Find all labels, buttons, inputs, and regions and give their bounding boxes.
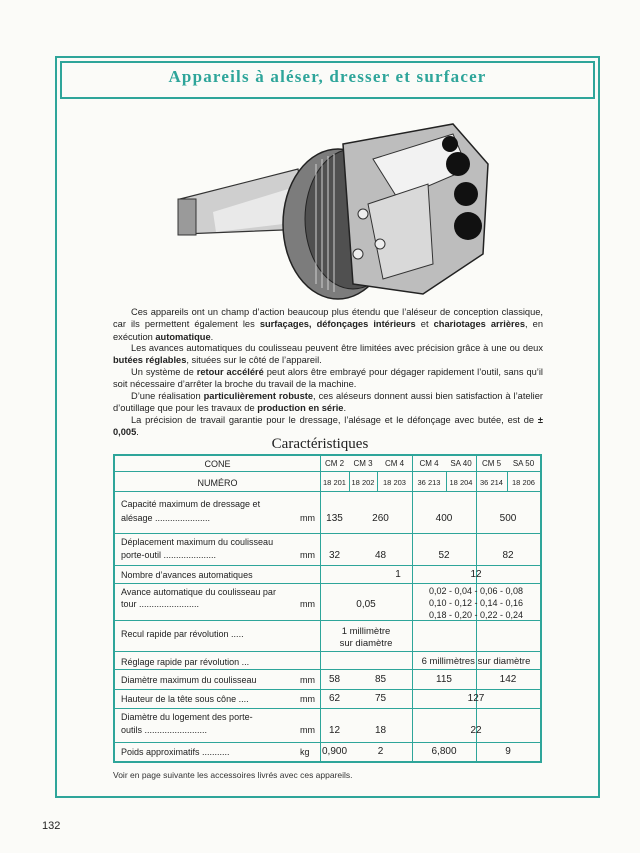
numero-cell: 18 202 [351,478,375,487]
value-cell: 0,10 - 0,12 - 0,14 - 0,16 [428,598,524,608]
row-label: alésage ...................... [121,513,211,523]
numero-cell: 18 201 [323,478,346,487]
page-number: 132 [42,820,61,832]
cone-cell: CM 4 [419,459,439,468]
value-cell: 0,900 [321,746,348,757]
value-cell: 18 [374,725,387,736]
value-cell: 58 [328,674,341,685]
value-cell: 0,18 - 0,20 - 0,22 - 0,24 [428,610,524,620]
value-cell: 12 [328,725,341,736]
row-label: Nombre d’avances automatiques [121,570,253,580]
cone-cell: CM 2 [324,459,345,468]
numero-cell: 18 206 [512,478,535,487]
value-cell: 127 [467,693,485,704]
row-unit: mm [300,675,315,685]
value-cell: 135 [326,513,343,524]
value-cell: sur diamètre [339,638,393,649]
value-cell: 260 [372,513,389,524]
numero-label: NUMÉRO [197,478,238,488]
title-band [60,61,595,99]
row-unit: mm [300,599,315,609]
value-cell: 6 millimètres sur diamètre [421,656,531,667]
value-cell: 1 millimètre [341,626,391,637]
cone-cell: CM 4 [384,459,405,468]
row-unit: mm [300,725,315,735]
value-cell: 85 [374,674,387,685]
paragraph-3: Un système de retour accéléré peut alors être embrayé pour dégager rapidement l’outil, sans qu’il soit nécessaire d’arrêter la broche du travail de la machine. [113,367,544,390]
row-label: Réglage rapide par révolution ... [121,657,250,667]
cone-cell: SA 40 [450,459,472,468]
row-unit: mm [300,550,315,560]
row-unit: mm [300,513,315,523]
value-cell: 500 [499,513,517,524]
value-cell: 12 [470,569,482,580]
paragraph-2: Les avances automatiques du coulisseau peuvent être limitées avec précision grâce à une ou deux butées réglables, situées sur le côté de l’appareil. [113,343,543,366]
footnote: Voir en page suivante les accessoires livrés avec ces appareils. [113,770,353,780]
value-cell: 0,02 - 0,04 - 0,06 - 0,08 [428,586,524,596]
value-cell: 22 [470,725,482,736]
value-cell: 82 [502,550,514,561]
value-cell: 2 [377,746,384,757]
row-label: Diamètre du logement des porte- [121,712,253,722]
value-cell: 52 [438,550,450,561]
value-cell: 9 [505,746,511,757]
value-cell: 142 [499,674,517,685]
numero-cell: 36 213 [417,478,441,487]
value-cell: 62 [328,693,341,704]
row-label: Recul rapide par révolution ..... [121,629,244,639]
value-cell: 75 [374,693,387,704]
cone-cell: CM 5 [481,459,502,468]
page-title: Appareils à aléser, dresser et surfacer [168,67,487,86]
cone-cell: SA 50 [512,459,535,468]
table-heading: Caractéristiques [271,436,369,452]
row-label: Capacité maximum de dressage et [121,499,261,509]
numero-cell: 36 214 [480,478,503,487]
cone-cell: CM 3 [353,459,373,468]
row-label: Hauteur de la tête sous cône .... [121,694,249,704]
numero-cell: 18 203 [383,478,406,487]
row-unit: mm [300,694,315,704]
value-cell: 115 [436,674,452,685]
row-unit: kg [300,747,310,757]
row-label: outils ......................... [121,725,208,735]
row-label: Avance automatique du coulisseau par [121,587,276,597]
row-label: Déplacement maximum du coulisseau [121,537,274,547]
value-cell: 0,05 [356,599,376,610]
numero-cell: 18 204 [449,478,473,487]
paragraph-1: Ces appareils ont un champ d’action beaucoup plus étendu que l’aléseur de conception classique, car ils permettent également les surfaçages, défonçages intérieurs et chariotages arrières, en exécution automatique. [113,307,544,342]
value-cell: 48 [374,550,387,561]
row-label: Diamètre maximum du coulisseau [121,675,257,685]
value-cell: 6,800 [431,746,457,757]
row-label: porte-outil ..................... [121,550,217,560]
paragraph-5: La précision de travail garantie pour le dressage, l’alésage et le défonçage avec butée, est de ± 0,005. [113,415,543,438]
specs-table [113,454,542,763]
value-cell: 1 [395,569,401,580]
boring-head-photo [168,104,498,304]
value-cell: 32 [328,550,341,561]
value-cell: 400 [435,513,453,524]
cone-label: CONE [204,459,231,469]
paragraph-4: D’une réalisation particulièrement robuste, ces aléseurs donnent aussi bien satisfaction à l’atelier d’outillage que pour les travaux de production en série. [113,391,543,414]
row-label: tour ........................ [121,599,200,609]
row-label: Poids approximatifs ........... [121,747,230,757]
